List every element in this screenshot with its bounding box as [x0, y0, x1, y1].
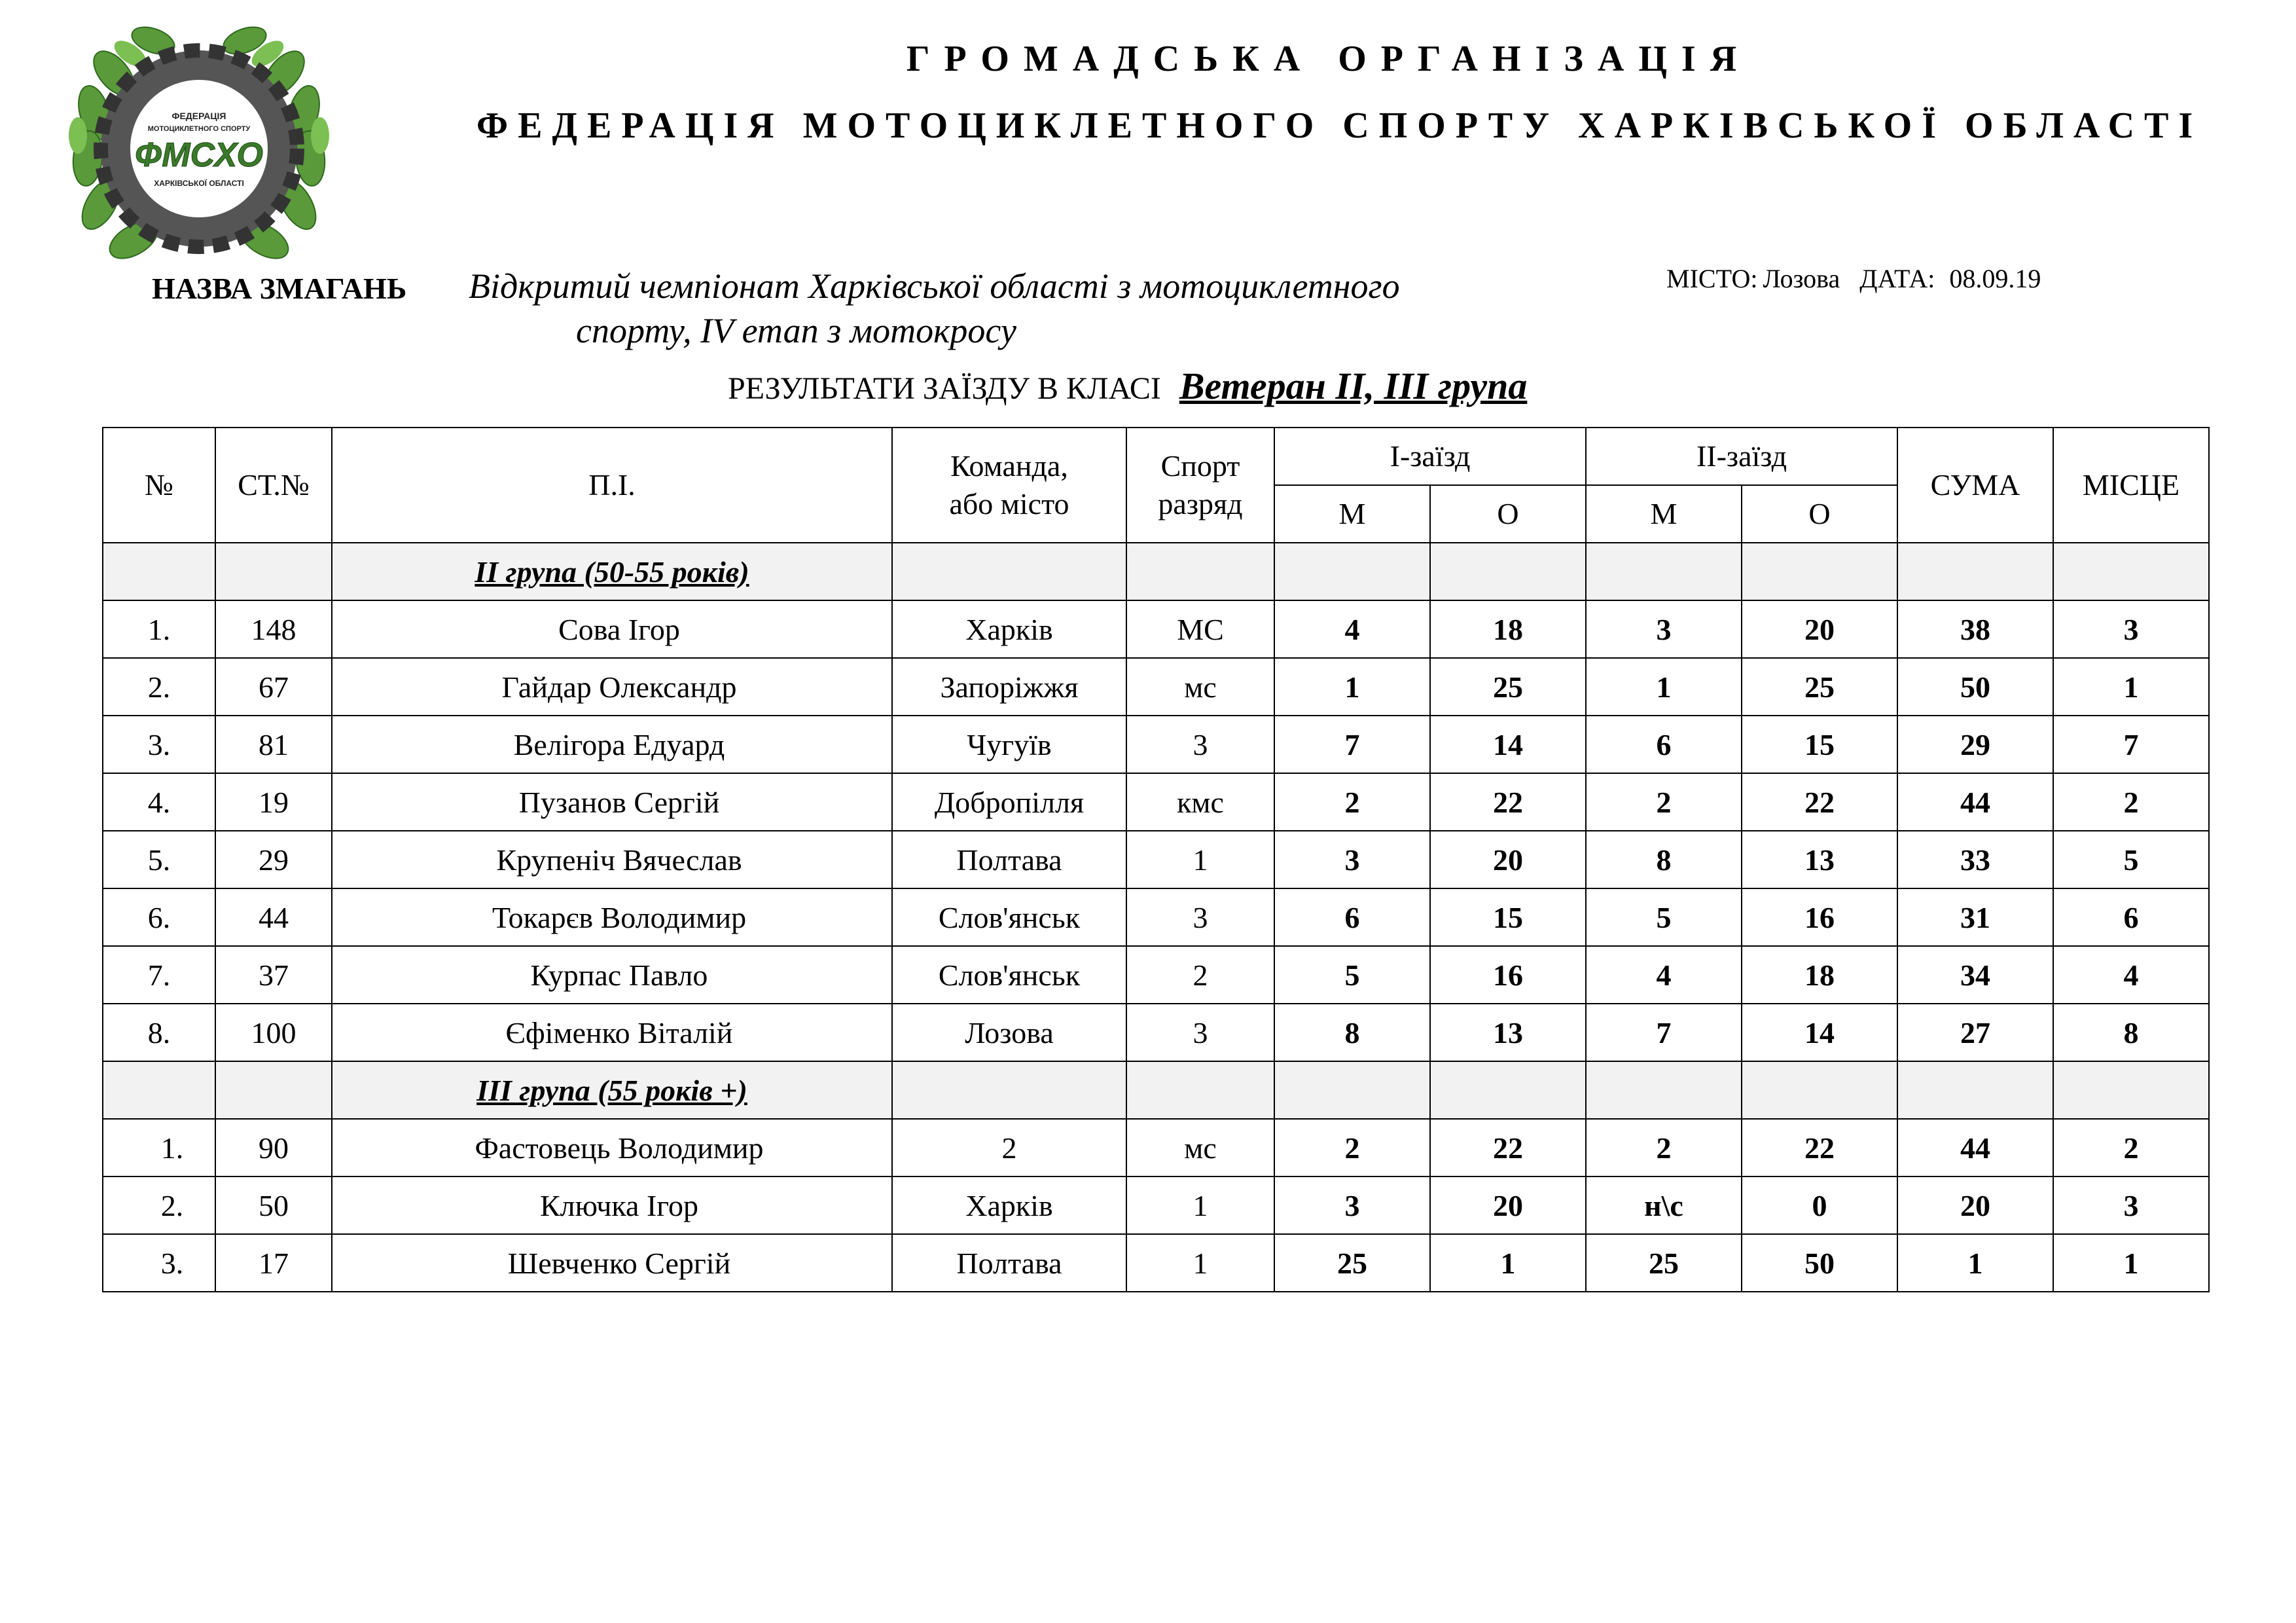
cell-heat2-m: 8 — [1586, 831, 1742, 888]
group-row-iii — [103, 1061, 2209, 1119]
table-row — [103, 1119, 2209, 1176]
table-header-row — [103, 428, 2209, 485]
cell-rank: 2 — [1126, 946, 1274, 1004]
cell-name: Гайдар Олександр — [332, 658, 892, 716]
cell-rank: кмс — [1126, 773, 1274, 831]
cell-start-num: 50 — [215, 1176, 332, 1234]
cell-heat1-o: 22 — [1430, 773, 1586, 831]
cell-heat2-o: 13 — [1742, 831, 1897, 888]
competition-label: НАЗВА ЗМАГАНЬ — [152, 272, 407, 305]
cell-place: 7 — [2053, 716, 2209, 773]
header-heat1-m: М — [1274, 485, 1430, 543]
cell-heat1-m: 3 — [1274, 831, 1430, 888]
cell-heat2-m: 4 — [1586, 946, 1742, 1004]
cell-heat2-o: 20 — [1742, 600, 1897, 658]
cell-heat2-m: 2 — [1586, 1119, 1742, 1176]
cell-place: 4 — [2053, 946, 2209, 1004]
cell-heat1-m: 2 — [1274, 1119, 1430, 1176]
cell-team: Запоріжжя — [892, 658, 1126, 716]
header-team-line1: Команда, — [950, 449, 1068, 483]
header-name: П.І. — [332, 428, 892, 543]
place-date-line — [1666, 263, 2046, 294]
cell-sum: 44 — [1897, 1119, 2053, 1176]
cell-heat2-m: 7 — [1586, 1004, 1742, 1061]
cell-name: Курпас Павло — [332, 946, 892, 1004]
header-heat2-m: М — [1586, 485, 1742, 543]
cell-num: 5. — [103, 831, 215, 888]
cell-heat2-o: 14 — [1742, 1004, 1897, 1061]
cell-sum: 33 — [1897, 831, 2053, 888]
header-rank — [1126, 428, 1274, 543]
federation-title: ФЕДЕРАЦІЯ МОТОЦИКЛЕТНОГО СПОРТУ ХАРКІВСЬКОЇ ОБЛАСТІ — [476, 105, 2203, 146]
competition-name-line1: Відкритий чемпіонат Харківської області з мотоциклетного — [469, 266, 1400, 306]
svg-text:ХАРКІВСЬКОЇ ОБЛАСТІ: ХАРКІВСЬКОЇ ОБЛАСТІ — [154, 179, 244, 188]
cell-heat1-o: 22 — [1430, 1119, 1586, 1176]
cell-heat2-m: 6 — [1586, 716, 1742, 773]
cell-start-num: 81 — [215, 716, 332, 773]
cell-heat1-o: 14 — [1430, 716, 1586, 773]
cell-sum: 27 — [1897, 1004, 2053, 1061]
cell-rank: МС — [1126, 600, 1274, 658]
header-heat2-o: О — [1742, 485, 1897, 543]
cell-team: Полтава — [892, 1234, 1126, 1292]
cell-heat2-o: 0 — [1742, 1176, 1897, 1234]
svg-text:МОТОЦИКЛЕТНОГО СПОРТУ: МОТОЦИКЛЕТНОГО СПОРТУ — [147, 125, 251, 133]
cell-heat2-o: 22 — [1742, 1119, 1897, 1176]
table-row — [103, 946, 2209, 1004]
cell-rank: мс — [1126, 1119, 1274, 1176]
cell-heat1-o: 20 — [1430, 1176, 1586, 1234]
cell-place: 8 — [2053, 1004, 2209, 1061]
date-label: ДАТА: — [1859, 264, 1935, 293]
cell-start-num: 67 — [215, 658, 332, 716]
cell-name: Шевченко Сергій — [332, 1234, 892, 1292]
table-row — [103, 773, 2209, 831]
cell-heat1-m: 2 — [1274, 773, 1430, 831]
cell-heat1-o: 16 — [1430, 946, 1586, 1004]
cell-place: 3 — [2053, 1176, 2209, 1234]
cell-heat1-o: 25 — [1430, 658, 1586, 716]
group-row-ii — [103, 543, 2209, 600]
cell-rank: 1 — [1126, 1234, 1274, 1292]
cell-place: 1 — [2053, 1234, 2209, 1292]
cell-sum: 29 — [1897, 716, 2053, 773]
cell-heat1-m: 8 — [1274, 1004, 1430, 1061]
header-heat1: І-заїзд — [1274, 428, 1586, 485]
table-row — [103, 716, 2209, 773]
results-table — [102, 427, 2210, 1292]
cell-start-num: 17 — [215, 1234, 332, 1292]
cell-name: Ключка Ігор — [332, 1176, 892, 1234]
header-rank-line2: разряд — [1158, 487, 1243, 520]
cell-heat2-m: 3 — [1586, 600, 1742, 658]
cell-start-num: 29 — [215, 831, 332, 888]
cell-sum: 31 — [1897, 888, 2053, 946]
cell-heat1-o: 20 — [1430, 831, 1586, 888]
cell-place: 1 — [2053, 658, 2209, 716]
cell-heat2-o: 50 — [1742, 1234, 1897, 1292]
cell-num: 1. — [103, 1119, 215, 1176]
cell-heat1-o: 15 — [1430, 888, 1586, 946]
cell-team: Лозова — [892, 1004, 1126, 1061]
cell-num: 2. — [103, 1176, 215, 1234]
header-sum: СУМА — [1897, 428, 2053, 543]
header-heat1-o: О — [1430, 485, 1586, 543]
table-row — [103, 1004, 2209, 1061]
results-title-prefix: РЕЗУЛЬТАТИ ЗАЇЗДУ В КЛАСІ — [728, 371, 1161, 406]
cell-heat1-m: 4 — [1274, 600, 1430, 658]
cell-heat1-o: 1 — [1430, 1234, 1586, 1292]
cell-name: Пузанов Сергій — [332, 773, 892, 831]
table-row — [103, 600, 2209, 658]
cell-place: 3 — [2053, 600, 2209, 658]
svg-text:ФМСХО: ФМСХО — [135, 136, 263, 174]
cell-place: 2 — [2053, 1119, 2209, 1176]
cell-num: 2. — [103, 658, 215, 716]
group-title-iii: III група (55 років +) — [332, 1061, 892, 1119]
place-value: Лозова — [1763, 264, 1840, 293]
table-row — [103, 1234, 2209, 1292]
cell-heat1-m: 3 — [1274, 1176, 1430, 1234]
cell-num: 1. — [103, 600, 215, 658]
cell-heat2-o: 18 — [1742, 946, 1897, 1004]
cell-heat2-o: 15 — [1742, 716, 1897, 773]
cell-name: Крупеніч Вячеслав — [332, 831, 892, 888]
cell-num: 3. — [103, 716, 215, 773]
cell-heat1-m: 5 — [1274, 946, 1430, 1004]
cell-start-num: 90 — [215, 1119, 332, 1176]
cell-heat2-o: 22 — [1742, 773, 1897, 831]
cell-sum: 50 — [1897, 658, 2053, 716]
organization-title: ГРОМАДСЬКА ОРГАНІЗАЦІЯ — [906, 39, 1751, 79]
cell-heat1-m: 25 — [1274, 1234, 1430, 1292]
cell-num: 7. — [103, 946, 215, 1004]
cell-sum: 34 — [1897, 946, 2053, 1004]
header-place: МІСЦЕ — [2053, 428, 2209, 543]
cell-team: Слов'янськ — [892, 888, 1126, 946]
cell-heat1-o: 13 — [1430, 1004, 1586, 1061]
cell-heat1-o: 18 — [1430, 600, 1586, 658]
cell-heat1-m: 1 — [1274, 658, 1430, 716]
cell-heat2-m: 25 — [1586, 1234, 1742, 1292]
cell-rank: 3 — [1126, 888, 1274, 946]
cell-team: Добропілля — [892, 773, 1126, 831]
cell-heat1-m: 7 — [1274, 716, 1430, 773]
cell-sum: 20 — [1897, 1176, 2053, 1234]
cell-rank: 3 — [1126, 716, 1274, 773]
cell-name: Єфіменко Віталій — [332, 1004, 892, 1061]
cell-place: 6 — [2053, 888, 2209, 946]
date-value: 08.09.19 — [1949, 264, 2041, 293]
svg-text:ФЕДЕРАЦІЯ: ФЕДЕРАЦІЯ — [171, 111, 226, 121]
header-team-line2: або місто — [949, 487, 1069, 520]
header-heat2: ІІ-заїзд — [1586, 428, 1897, 485]
cell-heat2-m: н\с — [1586, 1176, 1742, 1234]
cell-heat2-m: 2 — [1586, 773, 1742, 831]
cell-team: Харків — [892, 600, 1126, 658]
cell-team: Чугуїв — [892, 716, 1126, 773]
cell-num: 3. — [103, 1234, 215, 1292]
cell-rank: 1 — [1126, 831, 1274, 888]
cell-start-num: 19 — [215, 773, 332, 831]
results-class: Ветеран II, III група — [1179, 365, 1528, 407]
cell-name: Велігора Едуард — [332, 716, 892, 773]
cell-rank: 1 — [1126, 1176, 1274, 1234]
cell-place: 5 — [2053, 831, 2209, 888]
place-label: МІСТО: — [1666, 264, 1758, 293]
competition-name-line2: спорту, IV етап з мотокросу — [576, 311, 1016, 350]
cell-start-num: 100 — [215, 1004, 332, 1061]
header-start-num: СТ.№ — [215, 428, 332, 543]
table-row — [103, 658, 2209, 716]
table-row — [103, 1176, 2209, 1234]
cell-team: Харків — [892, 1176, 1126, 1234]
cell-place: 2 — [2053, 773, 2209, 831]
cell-start-num: 44 — [215, 888, 332, 946]
table-row — [103, 888, 2209, 946]
cell-name: Фастовець Володимир — [332, 1119, 892, 1176]
header-team — [892, 428, 1126, 543]
cell-sum: 44 — [1897, 773, 2053, 831]
cell-team: Полтава — [892, 831, 1126, 888]
cell-num: 8. — [103, 1004, 215, 1061]
cell-heat2-m: 1 — [1586, 658, 1742, 716]
header-rank-line1: Спорт — [1160, 449, 1240, 483]
cell-num: 6. — [103, 888, 215, 946]
cell-team: 2 — [892, 1119, 1126, 1176]
cell-rank: 3 — [1126, 1004, 1274, 1061]
cell-heat2-o: 25 — [1742, 658, 1897, 716]
table-row — [103, 831, 2209, 888]
cell-team: Слов'янськ — [892, 946, 1126, 1004]
cell-rank: мс — [1126, 658, 1274, 716]
cell-heat2-o: 16 — [1742, 888, 1897, 946]
cell-heat1-m: 6 — [1274, 888, 1430, 946]
cell-sum: 1 — [1897, 1234, 2053, 1292]
group-title-ii: II група (50-55 років) — [332, 543, 892, 600]
cell-name: Сова Ігор — [332, 600, 892, 658]
cell-heat2-m: 5 — [1586, 888, 1742, 946]
cell-sum: 38 — [1897, 600, 2053, 658]
cell-start-num: 148 — [215, 600, 332, 658]
results-title — [728, 364, 1527, 408]
cell-num: 4. — [103, 773, 215, 831]
header-num: № — [103, 428, 215, 543]
cell-name: Токарєв Володимир — [332, 888, 892, 946]
cell-start-num: 37 — [215, 946, 332, 1004]
